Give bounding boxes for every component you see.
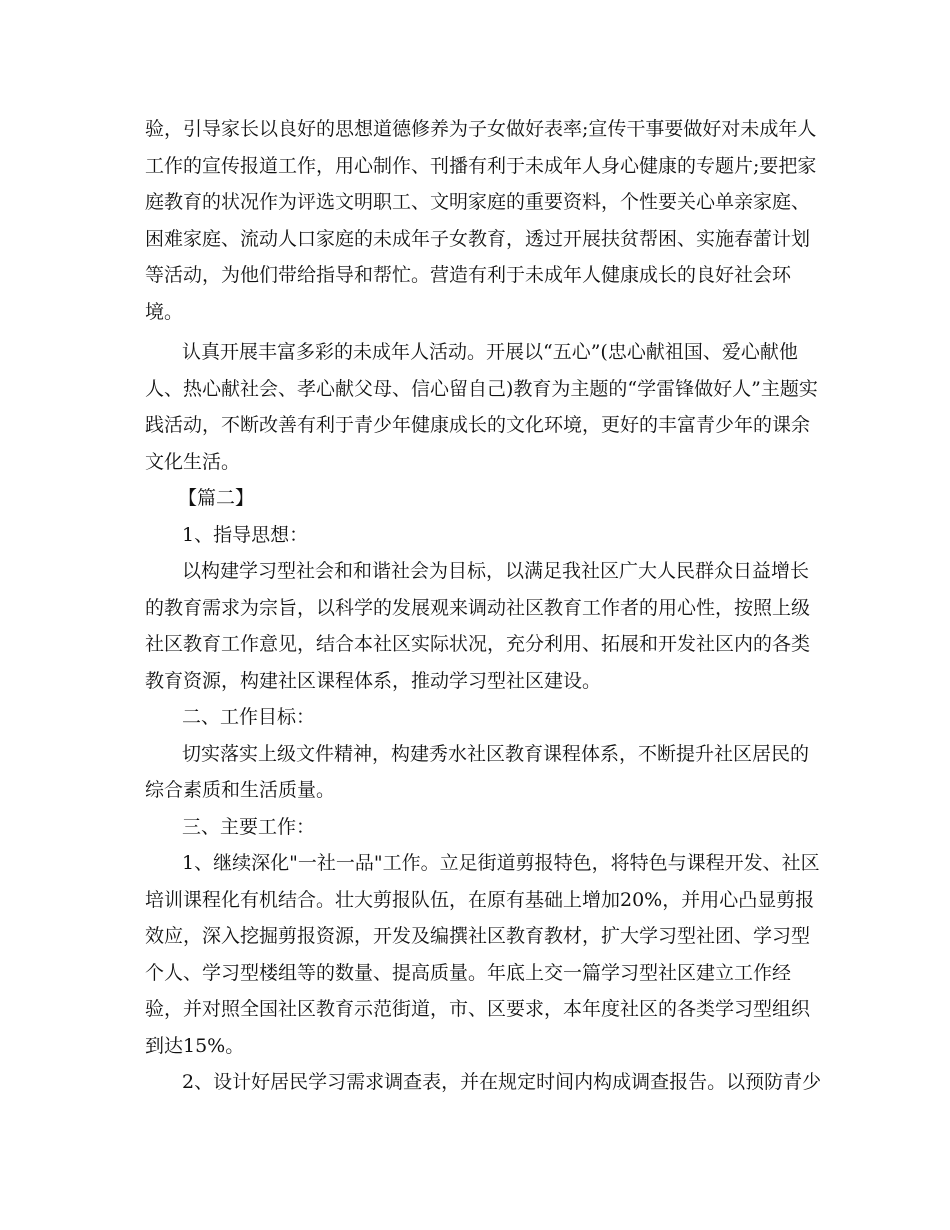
paragraph-5-line-1: 1、继续深化"一社一品"工作。立足街道剪报特色，将特色与课程开发、社区: [182, 852, 820, 874]
paragraph-1-line-2: 工作的宣传报道工作，用心制作、刊播有利于未成年人身心健康的专题片;要把家: [145, 155, 817, 177]
paragraph-5-line-5: 验，并对照全国社区教育示范街道，市、区要求，本年度社区的各类学习型组织: [145, 998, 811, 1020]
heading-work-goals: 二、工作目标：: [182, 706, 316, 728]
paragraph-3-line-3: 社区教育工作意见，结合本社区实际状况，充分利用、拓展和开发社区内的各类: [145, 633, 811, 655]
paragraph-4-line-1: 切实落实上级文件精神，构建秀水社区教育课程体系，不断提升社区居民的: [182, 743, 810, 765]
paragraph-2-line-3: 践活动，不断改善有利于青少年健康成长的文化环境，更好的丰富青少年的课余: [145, 414, 811, 436]
paragraph-2-line-4: 文化生活。: [145, 451, 241, 473]
paragraph-1-line-6: 境。: [145, 301, 184, 323]
paragraph-1-line-1: 验，引导家长以良好的思想道德修养为子女做好表率;宣传干事要做好对未成年人: [145, 118, 817, 140]
paragraph-5-line-3: 效应，深入挖掘剪报资源，开发及编撰社区教育教材，扩大学习型社团、学习型: [145, 925, 811, 947]
paragraph-2-line-1: 认真开展丰富多彩的未成年人活动。开展以“五心”(忠心献祖国、爱心献他: [182, 341, 798, 363]
paragraph-1-line-4: 困难家庭、流动人口家庭的未成年子女教育，透过开展扶贫帮困、实施春蕾计划: [145, 228, 811, 250]
heading-guiding-thought: 1、指导思想：: [182, 524, 309, 546]
paragraph-5-line-4: 个人、学习型楼组等的数量、提高质量。年底上交一篇学习型社区建立工作经: [145, 962, 792, 984]
paragraph-2-line-2: 人、热心献社会、孝心献父母、信心留自己)教育为主题的“学雷锋做好人”主题实: [145, 378, 818, 400]
paragraph-5-line-6: 到达15%。: [145, 1035, 245, 1057]
paragraph-3-line-1: 以构建学习型社会和和谐社会为目标，以满足我社区广大人民群众日益增长: [182, 560, 810, 582]
paragraph-1-line-3: 庭教育的状况作为评选文明职工、文明家庭的重要资料，个性要关心单亲家庭、: [145, 191, 811, 213]
heading-main-work: 三、主要工作：: [182, 816, 316, 838]
paragraph-3-line-2: 的教育需求为宗旨，以科学的发展观来调动社区教育工作者的用心性，按照上级: [145, 597, 811, 619]
paragraph-4-line-2: 综合素质和生活质量。: [145, 779, 336, 801]
paragraph-5-line-2: 培训课程化有机结合。壮大剪报队伍，在原有基础上增加20%，并用心凸显剪报: [145, 889, 815, 911]
paragraph-1-line-5: 等活动，为他们带给指导和帮忙。营造有利于未成年人健康成长的良好社会环: [145, 264, 792, 286]
paragraph-3-line-4: 教育资源，构建社区课程体系，推动学习型社区建设。: [145, 670, 602, 692]
paragraph-6-line-1: 2、设计好居民学习需求调查表，并在规定时间内构成调查报告。以预防青少: [182, 1071, 822, 1093]
section-heading-pian-er: 【篇二】: [178, 487, 255, 509]
